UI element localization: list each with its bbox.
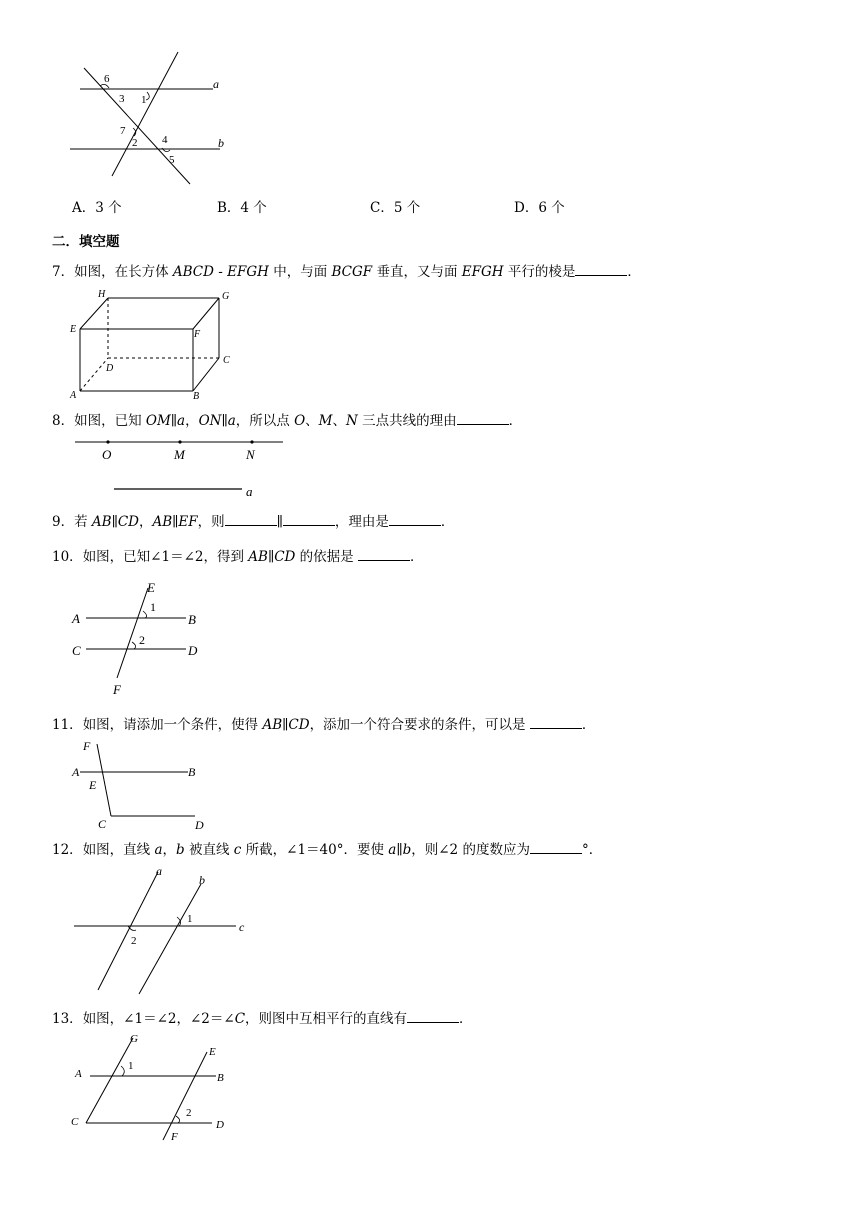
- angle-1-label: 1: [150, 600, 156, 614]
- question-9: [52, 511, 454, 531]
- q7-text: 垂直，又与面: [372, 264, 462, 280]
- point-f-label: F: [83, 739, 91, 753]
- angle-1-label: 1: [187, 913, 193, 925]
- q11-figure: [66, 736, 226, 832]
- point-e-label: E: [209, 1046, 216, 1058]
- q10-figure: [66, 578, 216, 700]
- q11-text: 如图，请添加一个条件，使得: [82, 717, 263, 733]
- q8-text: ．: [508, 413, 523, 429]
- section-title: 二．填空题: [52, 234, 120, 250]
- answer-blank[interactable]: [407, 1008, 459, 1023]
- point-m: [178, 440, 181, 443]
- q8-text: 、: [305, 413, 319, 429]
- line-b-label: b: [199, 873, 205, 887]
- q12-text: 被直线: [184, 842, 234, 858]
- q9-text: ，理由是: [334, 514, 389, 530]
- q11-text: ．: [581, 717, 596, 733]
- point-m-label: M: [174, 447, 185, 462]
- q7-symbol: ABCD: [172, 264, 214, 280]
- q12-symbol: b: [176, 842, 185, 858]
- answer-blank[interactable]: [389, 511, 441, 526]
- point-e-label: E: [89, 778, 97, 792]
- point-d-label: D: [188, 643, 198, 658]
- point-n-label: N: [246, 447, 255, 462]
- choice-b[interactable]: [217, 196, 267, 216]
- choice-value: 6 个: [538, 200, 565, 216]
- q9-text: 若: [74, 514, 92, 530]
- angle-1-label: 1: [141, 94, 147, 106]
- answer-blank[interactable]: [457, 410, 509, 425]
- point-d-label: D: [216, 1119, 224, 1131]
- question-number: 7．: [52, 264, 75, 280]
- question-10: [52, 546, 423, 566]
- point-o: [106, 440, 109, 443]
- point-e-label: E: [147, 580, 155, 595]
- question-number: 10．: [52, 549, 83, 565]
- question-number: 11．: [52, 717, 83, 733]
- q11-symbol: AB: [262, 717, 283, 733]
- angle-2-label: 2: [132, 137, 138, 149]
- q12-symbol: a: [154, 842, 163, 858]
- q10-text: ．: [409, 549, 424, 565]
- question-number: 9．: [52, 514, 75, 530]
- q9-symbol: AB: [91, 514, 112, 530]
- choice-key: C．: [370, 200, 394, 216]
- q12-text: 如图，直线: [82, 842, 155, 858]
- angle-2-label: 2: [139, 633, 145, 647]
- q13-text: 如图，∠1＝∠2，∠2＝∠: [82, 1011, 235, 1027]
- choice-d[interactable]: [514, 196, 565, 216]
- q7-text: 中，与面: [268, 264, 332, 280]
- line-c-label: c: [239, 920, 245, 934]
- q9-symbol: CD: [117, 514, 139, 530]
- q8-text: 三点共线的理由: [357, 413, 457, 429]
- q13-text: ，则图中互相平行的直线有: [245, 1011, 408, 1027]
- q9-symbol: AB: [152, 514, 173, 530]
- q12-text: °．: [581, 842, 603, 858]
- q8-symbol: M: [318, 413, 333, 429]
- point-g-label: G: [130, 1033, 138, 1045]
- point-c-label: C: [71, 1116, 79, 1128]
- q7-text: 如图，在长方体: [74, 264, 173, 280]
- q13-text: ．: [459, 1011, 473, 1027]
- q8-symbol: a: [227, 413, 236, 429]
- q8-symbol: ON: [198, 413, 222, 429]
- q10-symbol: AB: [248, 549, 268, 565]
- point-o-label: O: [102, 447, 112, 462]
- q11-symbol: CD: [288, 717, 310, 733]
- point-b-label: B: [188, 612, 196, 627]
- question-number: 13．: [52, 1011, 83, 1027]
- q8-symbol: N: [346, 413, 358, 429]
- point-b-label: B: [217, 1072, 224, 1084]
- q7-symbol: EFGH: [227, 264, 269, 280]
- q10-text: 的依据是: [295, 549, 358, 565]
- q9-symbol: EF: [178, 514, 198, 530]
- q7-text: -: [213, 264, 228, 280]
- question-7: [52, 261, 641, 281]
- point-f-label: F: [113, 682, 121, 697]
- q8-text: ，所以点: [235, 413, 295, 429]
- question-13: [52, 1008, 473, 1028]
- q7-text: 平行的棱是: [503, 264, 576, 280]
- point-a-label: A: [72, 611, 80, 626]
- q9-text: ．: [440, 514, 455, 530]
- line-a-label: a: [213, 77, 219, 91]
- question-number: 12．: [52, 842, 83, 858]
- q11-text: ∥: [282, 717, 289, 733]
- q12-text: ，则∠2 的度数应为: [411, 842, 530, 858]
- answer-blank[interactable]: [283, 511, 335, 526]
- line-a-label: a: [156, 864, 162, 878]
- q13-symbol: C: [234, 1011, 246, 1027]
- question-number: 8．: [52, 413, 75, 429]
- q8-text: 、: [332, 413, 346, 429]
- q12-text: ∥: [396, 842, 403, 858]
- q13-figure: [66, 1030, 246, 1150]
- q8-symbol: OM: [145, 413, 171, 429]
- point-d-label: D: [195, 818, 204, 832]
- choice-key: B．: [217, 200, 241, 216]
- q8-text: 如图，已知: [74, 413, 146, 429]
- angle-3-label: 3: [119, 93, 125, 105]
- choice-value: 4 个: [240, 200, 267, 216]
- angle-2-label: 2: [186, 1107, 192, 1119]
- choice-c[interactable]: [370, 196, 420, 216]
- choice-key: A．: [72, 200, 96, 216]
- point-b-label: B: [188, 765, 196, 779]
- q7-text: ．: [627, 264, 641, 280]
- vertex-a-label: A: [70, 390, 77, 401]
- q9-text: ∥: [276, 514, 283, 530]
- q12-symbol: c: [233, 842, 242, 858]
- angle-2-label: 2: [131, 935, 137, 947]
- q8-text: ∥: [221, 413, 228, 429]
- q8-text: ，: [185, 413, 199, 429]
- angle-1-label: 1: [128, 1060, 134, 1072]
- q8-symbol: a: [177, 413, 186, 429]
- line-b-label: b: [218, 136, 224, 150]
- answer-blank[interactable]: [225, 511, 277, 526]
- vertex-e-label: E: [70, 324, 77, 335]
- vertex-b-label: B: [193, 391, 200, 402]
- point-n: [250, 440, 253, 443]
- q8-text: ∥: [170, 413, 178, 429]
- point-c-label: C: [98, 817, 107, 831]
- point-f-label: F: [171, 1131, 178, 1143]
- q9-text: ，: [138, 514, 153, 530]
- q12-symbol: b: [402, 842, 412, 858]
- q9-text: ∥: [111, 514, 118, 530]
- q7-symbol: EFGH: [461, 264, 504, 280]
- q7-cuboid-figure: [66, 288, 241, 400]
- question-8: [52, 410, 522, 430]
- choice-key: D．: [514, 200, 539, 216]
- vertex-f-label: F: [194, 329, 201, 340]
- answer-blank[interactable]: [358, 546, 410, 561]
- choice-value: 5 个: [393, 200, 421, 216]
- q10-text: 如图，已知∠1＝∠2，得到: [82, 549, 249, 565]
- q11-text: ，添加一个符合要求的条件，可以是: [309, 717, 530, 733]
- q12-text: ，: [162, 842, 177, 858]
- angle-5-label: 5: [169, 154, 175, 166]
- answer-blank[interactable]: [530, 714, 582, 729]
- vertex-d-label: D: [106, 363, 114, 374]
- q12-symbol: a: [388, 842, 397, 858]
- q10-text: ∥: [267, 549, 275, 565]
- angle-6-label: 6: [104, 73, 110, 85]
- choice-a[interactable]: [72, 196, 122, 216]
- question-12: [52, 839, 602, 859]
- q7-symbol: BCGF: [331, 264, 373, 280]
- q8-symbol: O: [294, 413, 306, 429]
- vertex-c-label: C: [223, 355, 230, 366]
- angle-7-label: 7: [120, 125, 126, 137]
- q6-figure: [60, 48, 240, 193]
- answer-blank[interactable]: [575, 261, 627, 276]
- point-a-label: A: [72, 765, 80, 779]
- answer-blank[interactable]: [530, 839, 582, 854]
- question-11: [52, 714, 595, 734]
- point-a-label: A: [75, 1068, 82, 1080]
- point-c-label: C: [72, 643, 81, 658]
- q12-figure: [70, 864, 260, 998]
- q9-text: ，则: [197, 514, 225, 530]
- vertex-g-label: G: [222, 291, 230, 302]
- angle-4-label: 4: [162, 134, 168, 146]
- q10-symbol: CD: [274, 549, 296, 565]
- vertex-h-label: H: [98, 289, 106, 300]
- line-a-label: a: [246, 484, 253, 499]
- q8-figure: [70, 434, 270, 500]
- choice-value: 3 个: [95, 200, 122, 216]
- q12-text: 所截，∠1＝40°．要使: [241, 842, 389, 858]
- q9-text: ∥: [172, 514, 179, 530]
